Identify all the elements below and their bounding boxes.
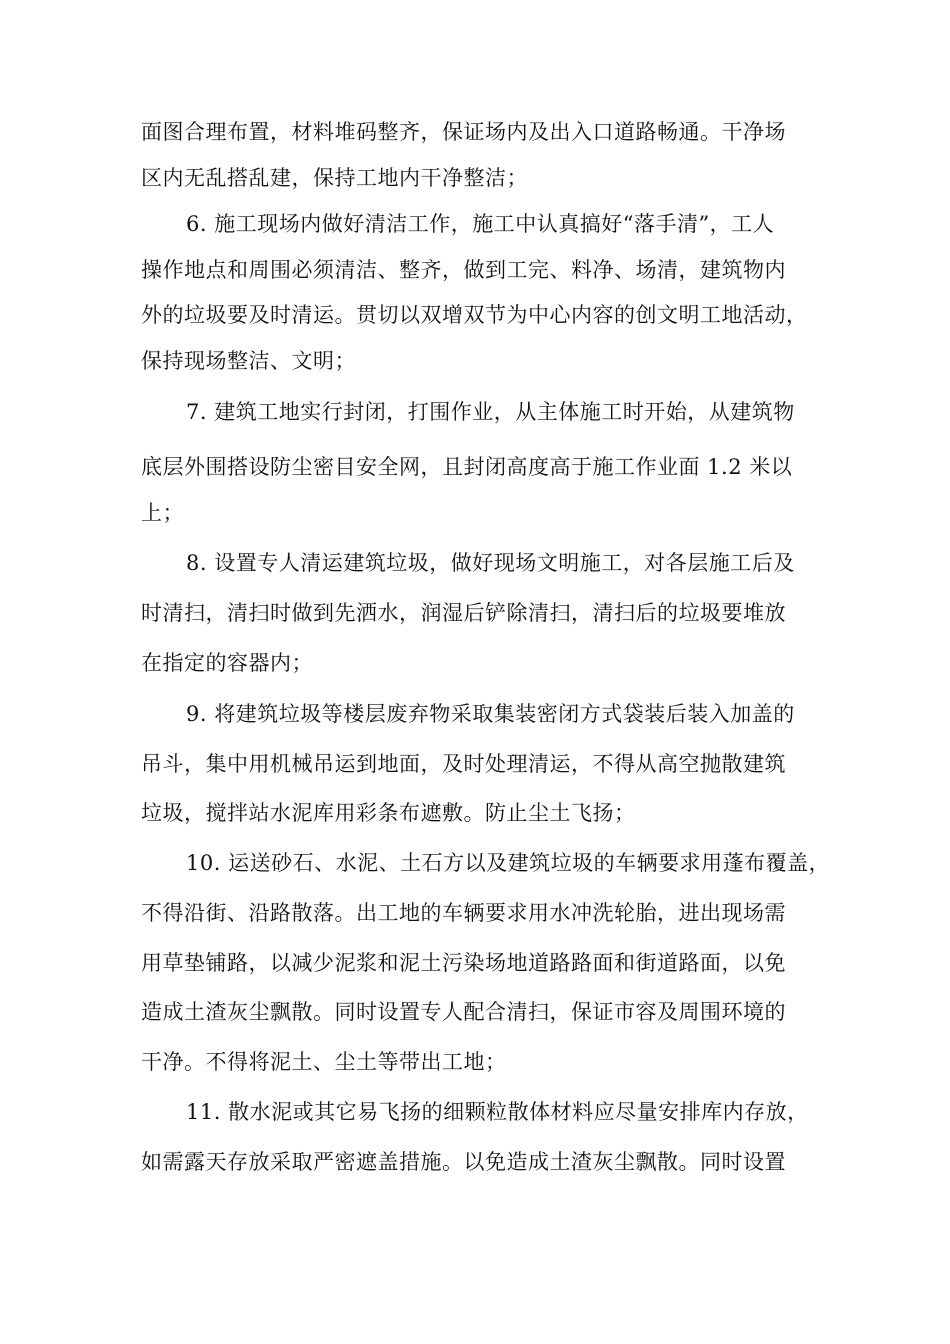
text-line-9: 上； xyxy=(141,501,184,525)
text-line-17: 不得沿街、沿路散落。出工地的车辆要求用水冲洗轮胎，进出现场需 xyxy=(141,901,786,925)
text-line-21: 11. 散水泥或其它易飞扬的细颗粒散体材料应尽量安排库内存放， xyxy=(186,1100,809,1124)
text-line-1: 面图合理布置，材料堆码整齐，保证场内及出入口道路畅通。干净场 xyxy=(141,120,786,144)
text-line-20: 干净。不得将泥土、尘土等带出工地； xyxy=(141,1050,507,1074)
text-line-12: 在指定的容器内； xyxy=(141,651,313,675)
text-line-15: 垃圾，搅拌站水泥库用彩条布遮敷。防止尘土飞扬； xyxy=(141,801,636,825)
text-line-13: 9. 将建筑垃圾等楼层废弃物采取集装密闭方式袋装后装入加盖的 xyxy=(186,702,795,726)
text-line-14: 吊斗，集中用机械吊运到地面，及时处理清运，不得从高空抛散建筑 xyxy=(141,752,786,776)
text-line-18: 用草垫铺路，以减少泥浆和泥土污染场地道路路面和街道路面，以免 xyxy=(141,951,786,975)
text-line-6: 保持现场整洁、文明； xyxy=(141,349,356,373)
text-line-2: 区内无乱搭乱建，保持工地内干净整洁； xyxy=(141,166,528,190)
text-line-16: 10. 运送砂石、水泥、土石方以及建筑垃圾的车辆要求用蓬布覆盖， xyxy=(186,851,831,875)
text-line-4: 操作地点和周围必须清洁、整齐，做到工完、料净、场清，建筑物内 xyxy=(141,258,786,282)
text-line-11: 时清扫，清扫时做到先洒水，润湿后铲除清扫，清扫后的垃圾要堆放 xyxy=(141,601,786,625)
text-line-8: 底层外围搭设防尘密目安全网，且封闭高度高于施工作业面 1.2 米以 xyxy=(141,455,793,479)
text-line-7: 7. 建筑工地实行封闭，打围作业，从主体施工时开始，从建筑物 xyxy=(186,400,795,424)
text-line-22: 如需露天存放采取严密遮盖措施。以免造成土渣灰尘飘散。同时设置 xyxy=(141,1150,786,1174)
text-line-5: 外的垃圾要及时清运。贯切以双增双节为中心内容的创文明工地活动， xyxy=(141,303,808,327)
text-line-19: 造成土渣灰尘飘散。同时设置专人配合清扫，保证市容及周围环境的 xyxy=(141,1000,786,1024)
text-line-3: 6. 施工现场内做好清洁工作，施工中认真搞好“落手清”，工人 xyxy=(186,212,775,236)
text-line-10: 8. 设置专人清运建筑垃圾，做好现场文明施工，对各层施工后及 xyxy=(186,551,795,575)
